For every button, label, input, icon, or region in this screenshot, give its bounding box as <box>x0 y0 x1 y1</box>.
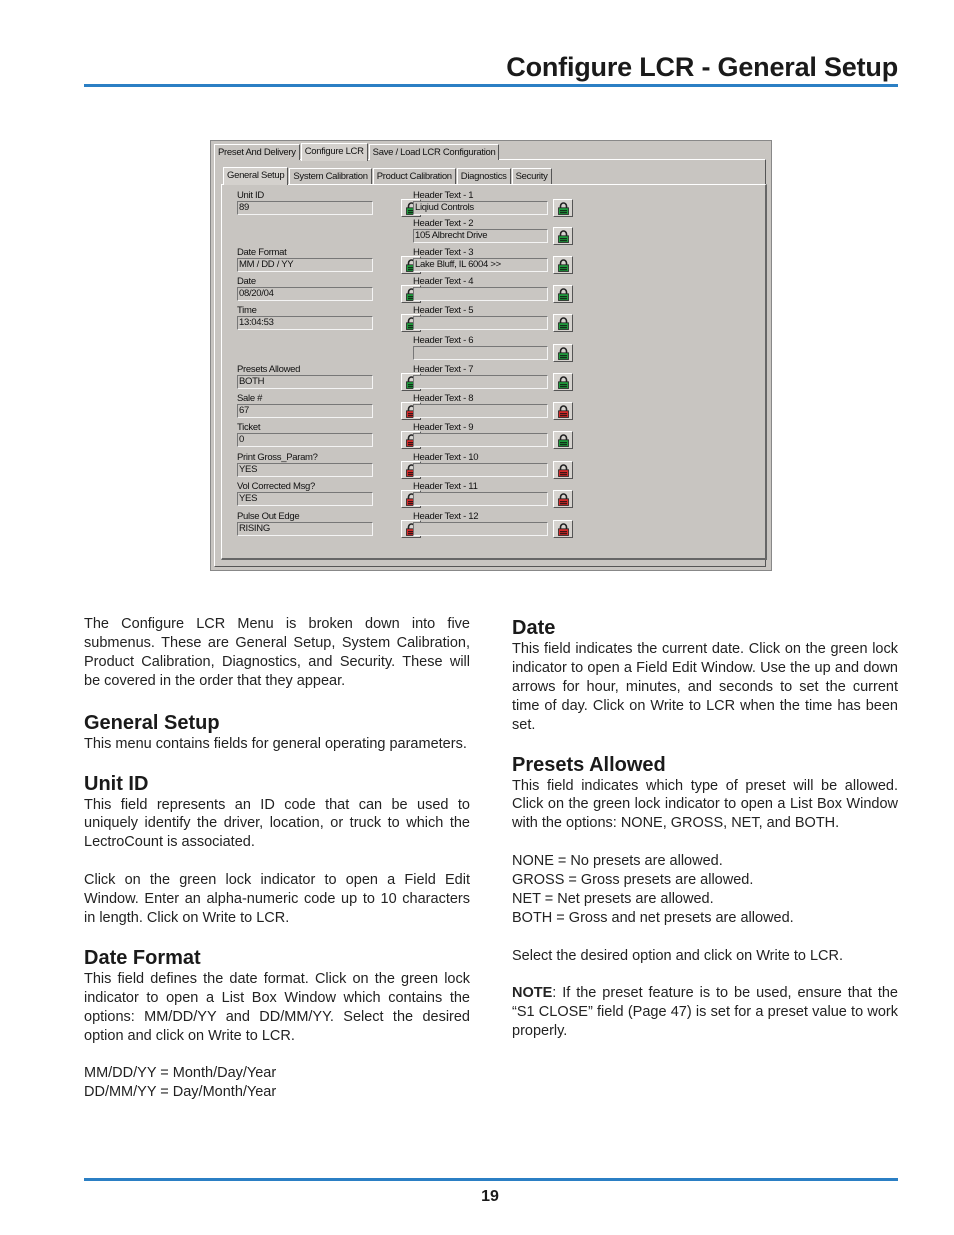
field-label: Header Text - 10 <box>413 452 479 463</box>
field-label: Date Format <box>237 247 287 258</box>
presets-allowed-text: This field indicates which type of preset will be allowed. Click on the green lock indicator to open a List Box Window with the options: NONE, GROSS, NET, and BOTH. <box>512 777 898 832</box>
field-value: YES <box>237 463 373 477</box>
note-label: NOTE <box>512 985 553 1002</box>
field-value <box>413 375 548 389</box>
tab-configure-lcr[interactable]: Configure LCR <box>301 143 368 161</box>
field-value: MM / DD / YY <box>237 258 373 272</box>
field-label: Date <box>237 276 256 287</box>
field-value <box>413 287 548 301</box>
field-label: Header Text - 8 <box>413 393 474 404</box>
configure-lcr-screenshot <box>210 140 772 571</box>
field-value: BOTH <box>237 375 373 389</box>
field-value <box>413 492 548 506</box>
general-setup-text: This menu contains fields for general operating parameters. <box>84 735 467 752</box>
field-value <box>413 463 548 477</box>
field-value <box>413 522 548 536</box>
field-value <box>413 404 548 418</box>
unit-id-text: This field represents an ID code that can be used to uniquely identify the driver, location, or truck to which the LectroCount is associated. <box>84 796 470 851</box>
page-title: Configure LCR - General Setup <box>506 52 898 82</box>
date-heading: Date <box>512 617 556 639</box>
note-text: : If the preset feature is to be used, ensure that the “S1 CLOSE” field (Page 47) is set for a preset value to work properly. <box>512 985 898 1040</box>
green-lock-icon[interactable] <box>553 227 573 245</box>
field-value <box>413 433 548 447</box>
field-label: Header Text - 2 <box>413 218 474 229</box>
field-value: 13:04:53 <box>237 316 373 330</box>
unit-id-instructions: Click on the green lock indicator to open a Field Edit Window. Enter an alpha-numeric code up to 10 characters in length. Click on Write to LCR. <box>84 872 470 926</box>
sub-tab-bar <box>223 166 553 184</box>
green-lock-icon[interactable] <box>553 256 573 274</box>
field-label: Header Text - 7 <box>413 364 474 375</box>
red-lock-icon[interactable] <box>553 490 573 508</box>
tab-diagnostics[interactable]: Diagnostics <box>457 168 511 184</box>
tab-system-calibration[interactable]: System Calibration <box>289 168 371 184</box>
left-column <box>84 615 470 1102</box>
field-value: YES <box>237 492 373 506</box>
date-format-option-2: DD/MM/YY = Day/Month/Year <box>84 1084 277 1101</box>
field-label: Sale # <box>237 393 263 404</box>
tab-product-calibration[interactable]: Product Calibration <box>373 168 456 184</box>
green-lock-icon[interactable] <box>553 314 573 332</box>
field-label: Header Text - 12 <box>413 511 479 522</box>
field-value: 105 Albrecht Drive <box>413 229 548 243</box>
date-format-text: This field defines the date format. Click on the green lock indicator to open a List Box Window which contains the options: MM/DD/YY and DD/MM/YY. Select the desired option and click on Write to LCR. <box>84 970 470 1044</box>
field-label: Time <box>237 305 257 316</box>
field-label: Vol Corrected Msg? <box>237 481 316 492</box>
field-value <box>413 346 548 360</box>
intro-paragraph: The Configure LCR Menu is broken down into five submenus. These are General Setup, System Calibration, Product Calibration, Diagnostics, and Security. These will be covered in the order that they appear. <box>84 616 470 689</box>
red-lock-icon[interactable] <box>553 402 573 420</box>
field-label: Header Text - 3 <box>413 247 474 258</box>
green-lock-icon[interactable] <box>553 373 573 391</box>
page-number: 19 <box>481 1188 499 1205</box>
field-label: Presets Allowed <box>237 364 301 375</box>
field-value: 08/20/04 <box>237 287 373 301</box>
field-value: Lake Bluff, IL 6004 >> <box>413 258 548 272</box>
preset-option-both: BOTH = Gross and net presets are allowed. <box>512 909 794 926</box>
field-value: Liqiud Controls <box>413 201 548 215</box>
unit-id-heading: Unit ID <box>84 772 149 795</box>
field-label: Ticket <box>237 422 261 433</box>
field-label: Unit ID <box>237 190 264 201</box>
preset-option-none: NONE = No presets are allowed. <box>512 853 723 870</box>
field-value: RISING <box>237 522 373 536</box>
date-format-option-1: MM/DD/YY = Month/Day/Year <box>84 1065 277 1082</box>
right-column <box>512 616 898 1041</box>
field-label: Header Text - 9 <box>413 422 474 433</box>
field-label: Header Text - 1 <box>413 190 474 201</box>
tab-preset-and-delivery[interactable]: Preset And Delivery <box>214 144 300 160</box>
field-label: Print Gross_Param? <box>237 452 318 463</box>
preset-option-gross: GROSS = Gross presets are allowed. <box>512 872 754 889</box>
green-lock-icon[interactable] <box>553 431 573 449</box>
presets-select-instruction: Select the desired option and click on Write to LCR. <box>512 947 843 964</box>
red-lock-icon[interactable] <box>553 461 573 479</box>
general-setup-heading: General Setup <box>84 711 220 734</box>
red-lock-icon[interactable] <box>553 520 573 538</box>
green-lock-icon[interactable] <box>553 285 573 303</box>
field-label: Header Text - 5 <box>413 305 474 316</box>
field-value: 89 <box>237 201 373 215</box>
tab-save-load-lcr-configuration[interactable]: Save / Load LCR Configuration <box>369 144 500 160</box>
green-lock-icon[interactable] <box>553 199 573 217</box>
field-value <box>413 316 548 330</box>
date-format-heading: Date Format <box>84 946 201 969</box>
field-label: Header Text - 4 <box>413 276 474 287</box>
tab-general-setup[interactable]: General Setup <box>223 167 288 185</box>
main-tab-bar <box>214 142 500 160</box>
field-value: 0 <box>237 433 373 447</box>
date-text: This field indicates the current date. Click on the green lock indicator to open a Field Edit Window. Use the up and down arrows for hour, minutes, and seconds to set the current time of day. Click on Write to LCR when the time has been set. <box>512 641 898 733</box>
header-rule <box>84 84 898 87</box>
presets-allowed-heading: Presets Allowed <box>512 753 666 776</box>
field-label: Header Text - 6 <box>413 335 474 346</box>
field-value: 67 <box>237 404 373 418</box>
green-lock-icon[interactable] <box>553 344 573 362</box>
presets-note <box>512 984 898 1041</box>
preset-option-net: NET = Net presets are allowed. <box>512 890 714 907</box>
field-label: Pulse Out Edge <box>237 511 300 522</box>
tab-security[interactable]: Security <box>512 168 552 184</box>
footer-rule <box>84 1178 898 1181</box>
field-label: Header Text - 11 <box>413 481 478 492</box>
